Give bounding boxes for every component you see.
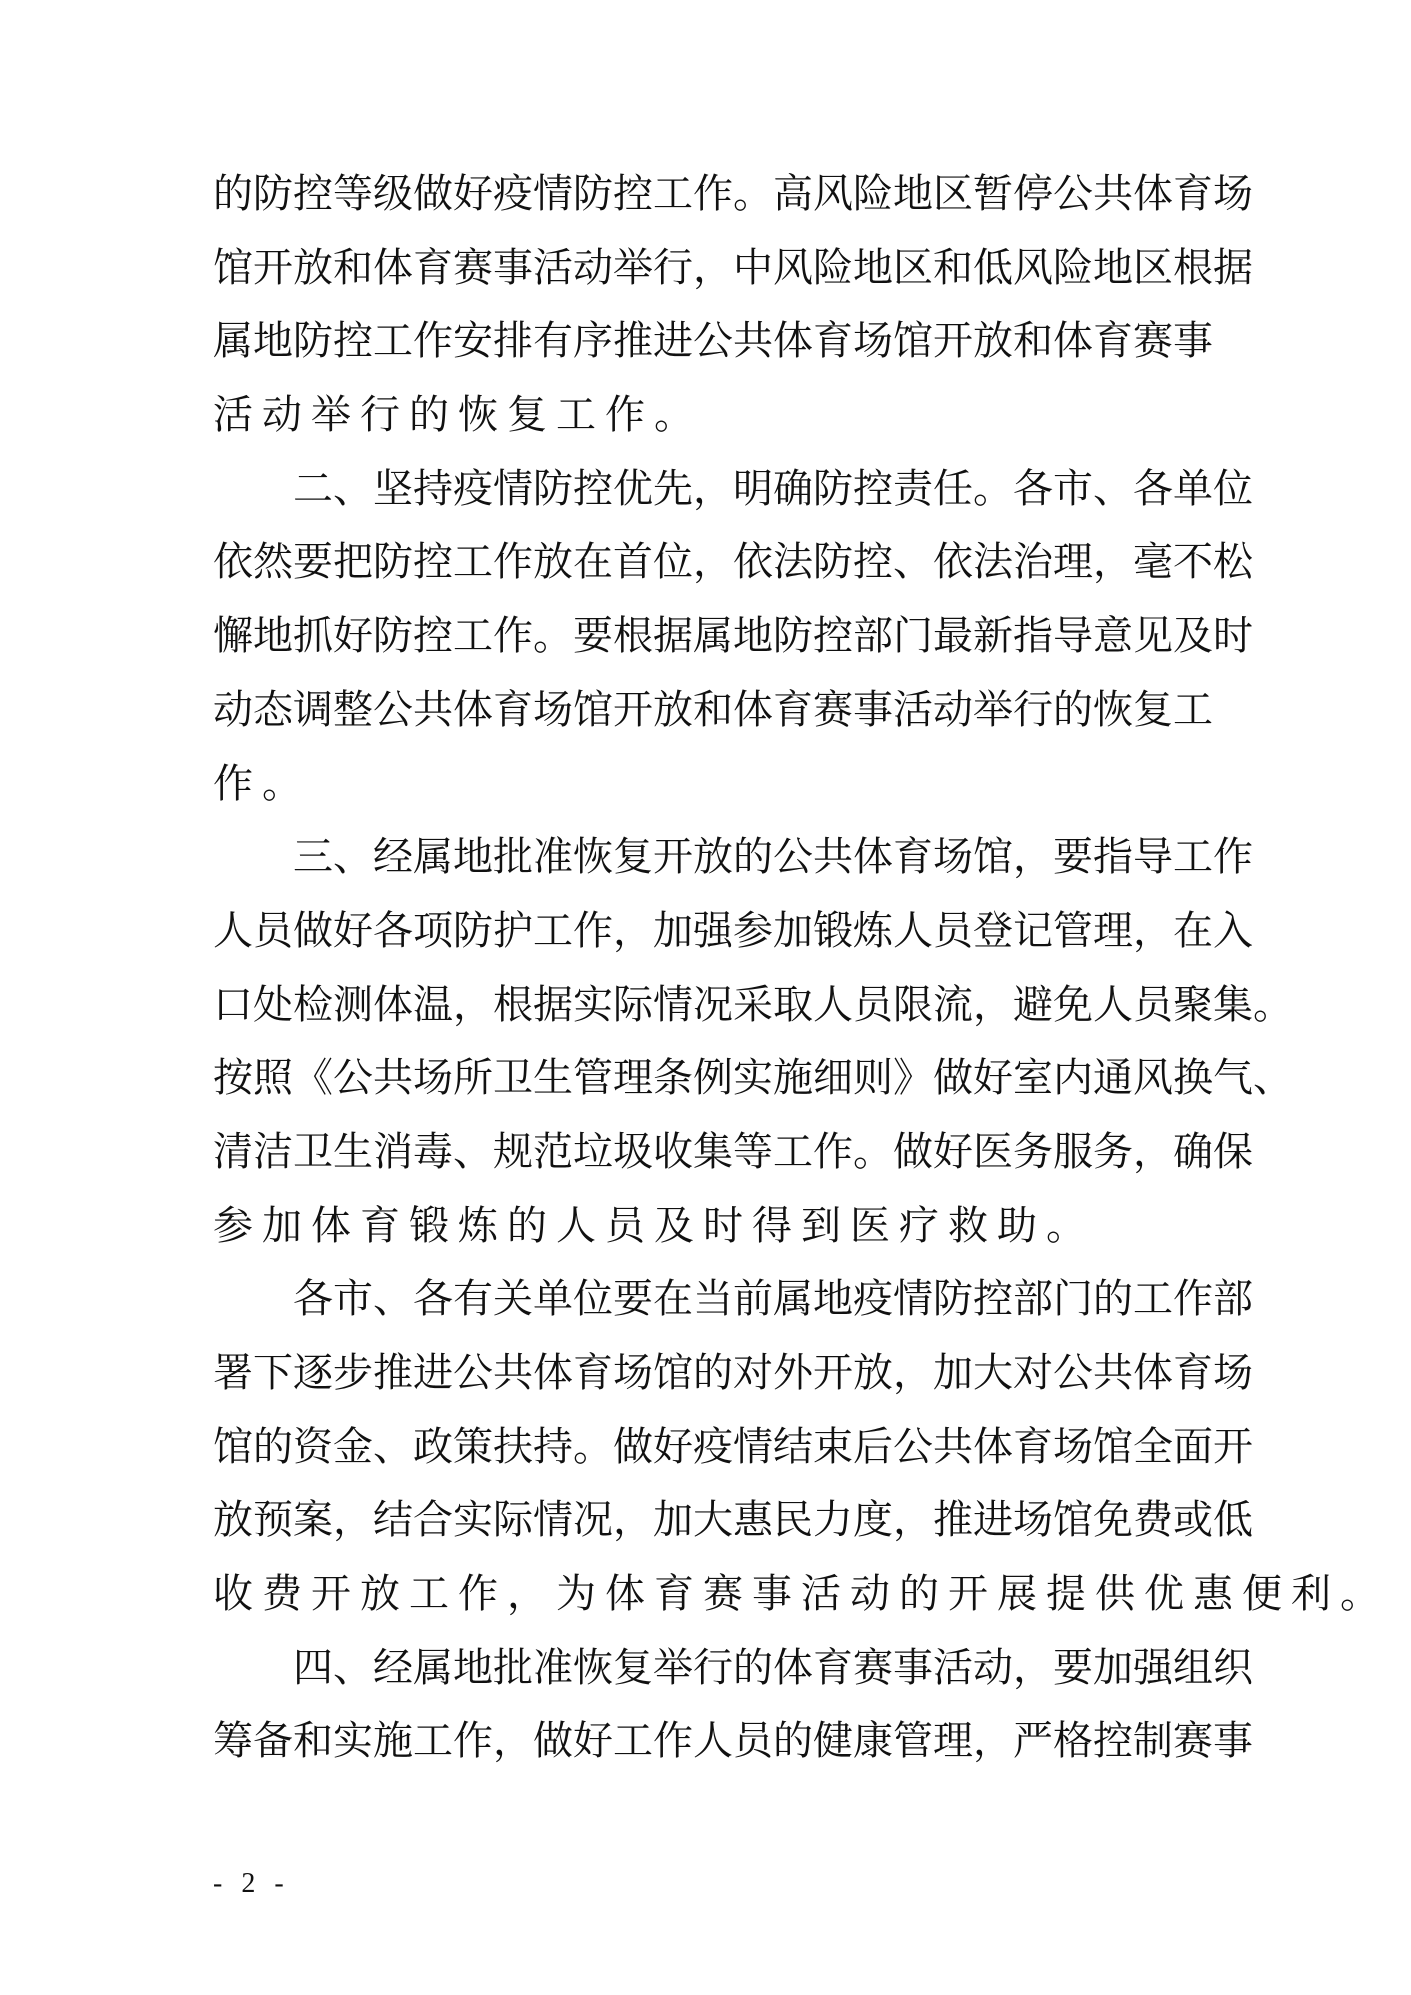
text-line: 人员做好各项防护工作，加强参加锻炼人员登记管理，在入 — [213, 907, 1253, 954]
text-line: 四、经属地批准恢复举行的体育赛事活动，要加强组织 — [213, 1644, 1253, 1691]
text-line: 清洁卫生消毒、规范垃圾收集等工作。做好医务服务，确保 — [213, 1128, 1253, 1175]
document-body — [213, 158, 1389, 1779]
paragraph-item-4 — [213, 1632, 1253, 1779]
text-line: 放预案，结合实际情况，加大惠民力度，推进场馆免费或低 — [213, 1497, 1253, 1544]
text-line: 懈地抓好防控工作。要根据属地防控部门最新指导意见及时 — [213, 613, 1253, 660]
text-line: 活动举行的恢复工作。 — [213, 392, 703, 439]
text-line: 的防控等级做好疫情防控工作。高风险地区暂停公共体育场 — [213, 171, 1253, 217]
paragraph-support — [213, 1263, 1389, 1631]
text-line: 各市、各有关单位要在当前属地疫情防控部门的工作部 — [213, 1276, 1253, 1323]
text-line: 收费开放工作，为体育赛事活动的开展提供优惠便利。 — [213, 1571, 1389, 1618]
text-line: 二、坚持疫情防控优先，明确防控责任。各市、各单位 — [213, 465, 1253, 512]
text-line: 署下逐步推进公共体育场馆的对外开放，加大对公共体育场 — [213, 1350, 1253, 1396]
text-line: 参加体育锻炼的人员及时得到医疗救助。 — [213, 1202, 1095, 1249]
text-line: 三、经属地批准恢复开放的公共体育场馆，要指导工作 — [213, 834, 1253, 881]
text-line: 动态调整公共体育场馆开放和体育赛事活动举行的恢复工 — [213, 686, 1213, 733]
text-line: 筹备和实施工作，做好工作人员的健康管理，严格控制赛事 — [213, 1718, 1253, 1765]
text-line: 依然要把防控工作放在首位，依法防控、依法治理，毫不松 — [213, 539, 1253, 586]
text-line: 馆的资金、政策扶持。做好疫情结束后公共体育场馆全面开 — [213, 1423, 1253, 1470]
paragraph-item-3 — [213, 821, 1293, 1263]
text-line: 馆开放和体育赛事活动举行，中风险地区和低风险地区根据 — [213, 244, 1253, 291]
text-line: 口处检测体温，根据实际情况采取人员限流，避免人员聚集。 — [213, 981, 1293, 1028]
paragraph-continuation — [213, 158, 1253, 453]
page-number: - 2 - — [213, 1868, 290, 1899]
paragraph-item-2 — [213, 453, 1253, 821]
text-line: 属地防控工作安排有序推进公共体育场馆开放和体育赛事 — [213, 318, 1213, 365]
text-line: 作。 — [213, 760, 311, 807]
text-line: 按照《公共场所卫生管理条例实施细则》做好室内通风换气、 — [213, 1055, 1293, 1102]
